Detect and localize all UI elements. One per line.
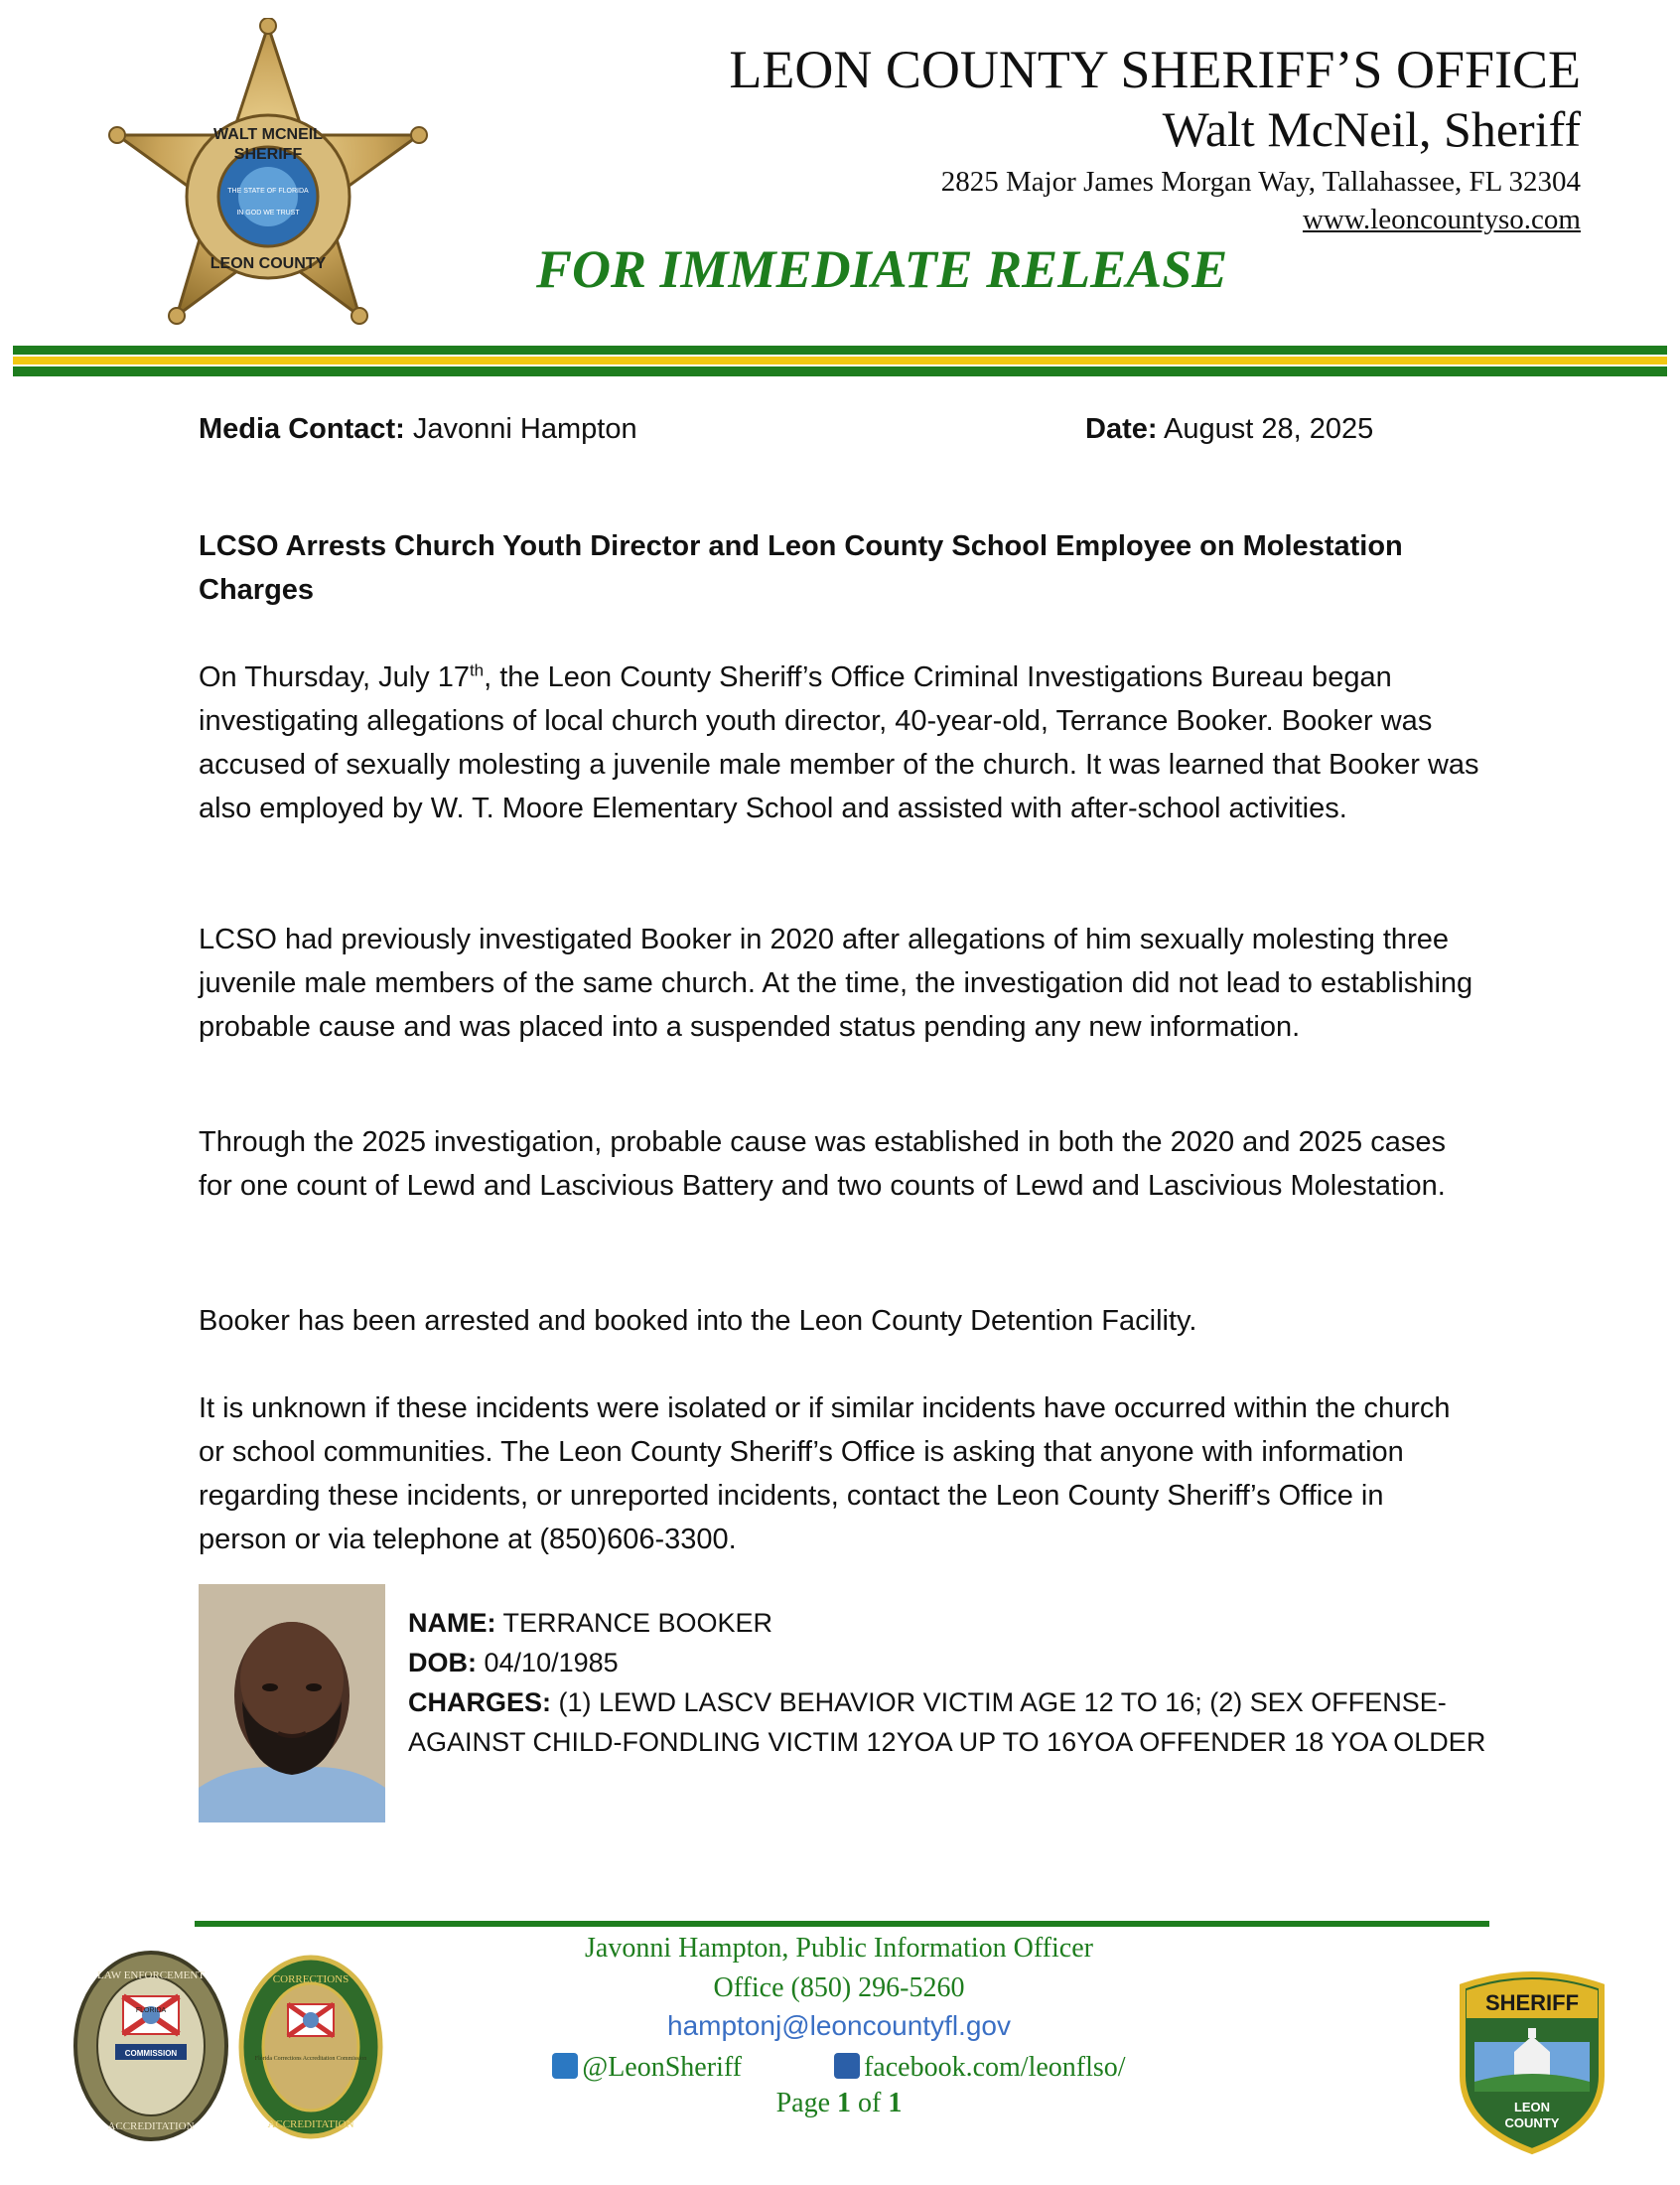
corrections-accreditation-badge — [238, 1953, 383, 2141]
law-badge-label: COMMISSION — [124, 2049, 178, 2058]
suspect-charges — [408, 1682, 1500, 1762]
suspect-mugshot — [199, 1584, 385, 1822]
twitter-icon — [552, 2053, 578, 2079]
corr-badge-inner: Florida Corrections Accreditation Commission — [254, 2056, 367, 2062]
patch-title: SHERIFF — [1484, 1990, 1580, 2015]
facebook-icon — [834, 2053, 860, 2079]
badge-text-top: WALT MCNEIL — [213, 126, 323, 143]
suspect-dob-label: DOB: — [408, 1648, 477, 1677]
footer-divider — [195, 1921, 1489, 1927]
release-label: FOR IMMEDIATE RELEASE — [536, 239, 1228, 299]
page-of: of — [851, 2088, 889, 2118]
twitter-handle: @LeonSheriff — [582, 2051, 742, 2083]
footer-email-link[interactable]: hamptonj@leoncountyfl.gov — [667, 2010, 1011, 2041]
office-name: LEON COUNTY SHERIFF’S OFFICE — [729, 40, 1581, 99]
paragraph-1-rest: , the Leon County Sheriff’s Office Criminal Investigations Bureau began investigating allegations of local church youth director, 40-year-old, Terrance Booker. Booker was accused of sexually molesting a juvenile male member of the church. It was learned that Booker was also employed by W. T. Moore Elementary School and assisted with after-school activities. — [199, 661, 1479, 824]
footer-phone: Office (850) 296-5260 — [713, 1972, 965, 2003]
date-label: Date: — [1085, 413, 1158, 445]
paragraph-1 — [199, 656, 1479, 830]
suspect-charges-label: CHARGES: — [408, 1687, 552, 1717]
paragraph-5: It is unknown if these incidents were isolated or if similar incidents have occurred within the church or school communities. The Leon County Sheriff’s Office is asking that anyone with information regarding these incidents, or unreported incidents, contact the Leon County Sheriff’s Office in person or via telephone at (850)606-3300. — [199, 1392, 1451, 1555]
release-date — [1085, 411, 1373, 447]
page-indicator — [457, 2086, 1221, 2121]
twitter-link[interactable] — [552, 2050, 742, 2086]
office-address: 2825 Major James Morgan Way, Tallahassee, FL 32304 — [940, 166, 1581, 198]
page-prefix: Page — [775, 2088, 838, 2118]
website-link[interactable]: www.leoncountyso.com — [1302, 204, 1581, 235]
law-badge-bottom: ACCREDITATION — [107, 2120, 195, 2132]
facebook-url: facebook.com/leonflso/ — [863, 2051, 1126, 2083]
facebook-link[interactable] — [834, 2050, 1126, 2086]
media-contact — [199, 411, 637, 447]
footer-officer: Javonni Hampton, Public Information Officer — [585, 1933, 1093, 1964]
header-band-green-top — [13, 346, 1667, 355]
law-enforcement-accreditation-badge — [71, 1947, 230, 2145]
suspect-dob-value: 04/10/1985 — [484, 1648, 619, 1677]
paragraph-2: LCSO had previously investigated Booker in 2020 after allegations of him sexually molesting three juvenile male members of the same church. At the time, the investigation did not lead to establishing probable cause and was placed into a suspended status pending any new information. — [199, 924, 1473, 1043]
footer-social — [457, 2048, 1221, 2086]
headline: LCSO Arrests Church Youth Director and Leon County School Employee on Molestation Charges — [199, 530, 1403, 606]
media-contact-name: Javonni Hampton — [412, 413, 637, 445]
paragraph-1-start: On Thursday, July 17 — [199, 661, 470, 693]
date-value: August 28, 2025 — [1163, 413, 1374, 445]
suspect-charges-value: (1) LEWD LASCV BEHAVIOR VICTIM AGE 12 TO 16; (2) SEX OFFENSE-AGAINST CHILD-FONDLING VICTIM 12YOA UP TO 16YOA OFFENDER 18 YOA OLDER — [408, 1687, 1486, 1757]
suspect-dob — [408, 1643, 1500, 1682]
suspect-name-label: NAME: — [408, 1608, 496, 1638]
sheriff-star-badge — [99, 18, 437, 346]
law-badge-top: LAW ENFORCEMENT — [97, 1969, 205, 1981]
paragraph-3: Through the 2025 investigation, probable cause was established in both the 2020 and 2025 cases for one count of Lewd and Lascivious Battery and two counts of Lewd and Lascivious Molestation. — [199, 1126, 1446, 1202]
ordinal-suffix: th — [469, 660, 485, 680]
suspect-name-value: TERRANCE BOOKER — [502, 1608, 773, 1638]
header-band-green-bottom — [13, 366, 1667, 376]
patch-line-2: COUNTY — [1504, 2115, 1560, 2130]
corr-badge-top: CORRECTIONS — [272, 1973, 350, 1985]
media-contact-label: Media Contact: — [199, 413, 405, 445]
corr-badge-bottom: ACCREDITATION — [267, 2118, 354, 2130]
law-badge-state: FLORIDA — [135, 2007, 167, 2014]
sheriff-name: Walt McNeil, Sheriff — [1162, 101, 1581, 157]
paragraph-4: Booker has been arrested and booked into the Leon County Detention Facility. — [199, 1305, 1197, 1337]
page-number: 1 — [837, 2088, 852, 2118]
patch-line-1: LEON — [1513, 2100, 1551, 2114]
badge-text-motto: IN GOD WE TRUST — [236, 210, 300, 217]
badge-text-state: THE STATE OF FLORIDA — [227, 188, 309, 195]
suspect-name — [408, 1603, 1500, 1643]
page-total: 1 — [888, 2088, 903, 2118]
badge-text-bottom: LEON COUNTY — [210, 255, 327, 272]
header-band-gold — [13, 357, 1667, 364]
badge-text-second: SHERIFF — [233, 146, 303, 163]
sheriff-patch — [1455, 1966, 1610, 2155]
